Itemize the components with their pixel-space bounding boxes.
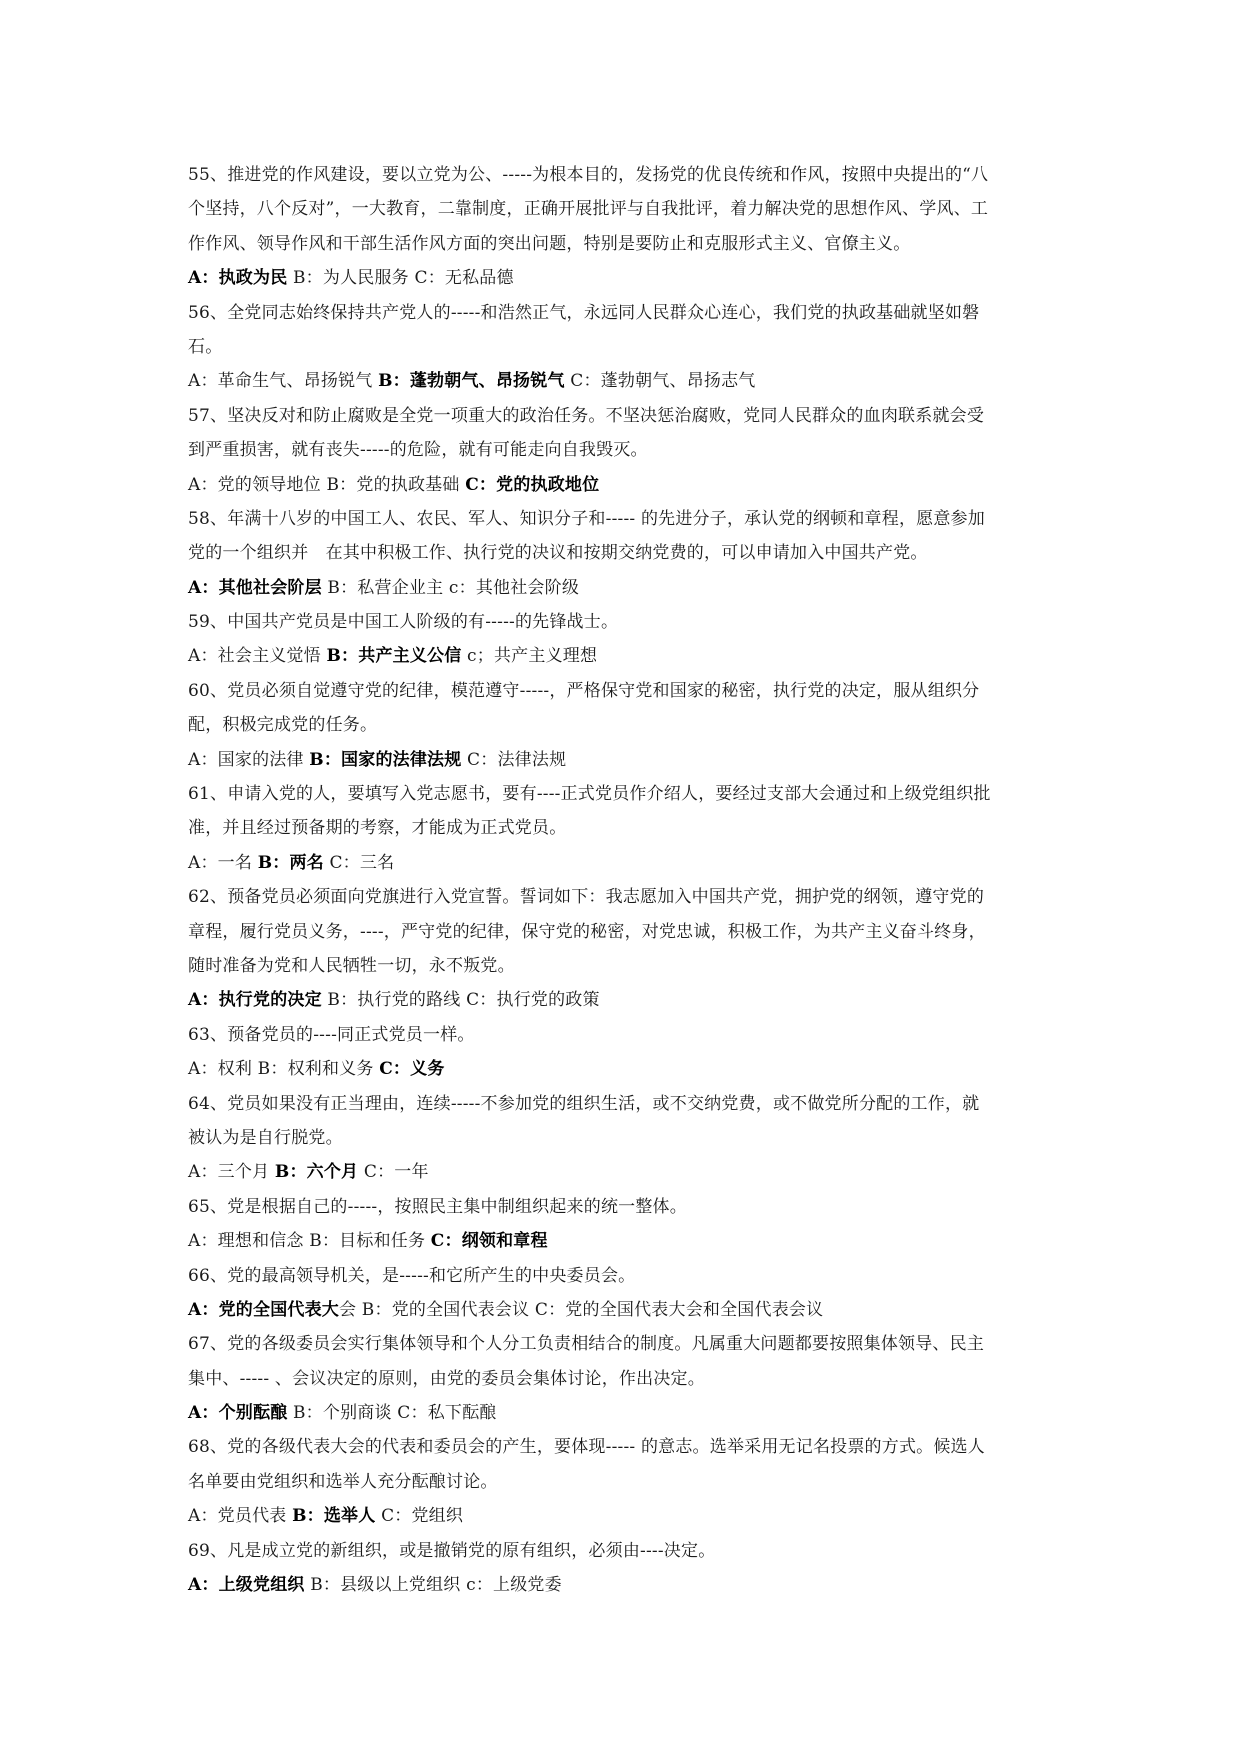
- text-line: [188, 639, 1060, 673]
- text-segment: 名单要由党组织和选举人充分酝酿讨论。: [188, 1471, 498, 1492]
- text-line: [188, 1568, 1060, 1602]
- text-segment: 66、党的最高领导机关，是-----和它所产生的中央委员会。: [188, 1265, 636, 1286]
- text-line: [188, 261, 1060, 295]
- text-segment: A：党的领导地位 B：党的执政基础: [188, 474, 466, 495]
- text-line: [188, 811, 1060, 845]
- text-segment: A：国家的法律: [188, 749, 310, 770]
- text-segment: A：社会主义觉悟: [188, 646, 327, 667]
- text-segment: 59、中国共产党员是中国工人阶级的有-----的先锋战士。: [188, 612, 619, 633]
- text-segment: 63、预备党员的----同正式党员一样。: [188, 1024, 475, 1045]
- answer-text: A：个别酝酿: [188, 1403, 288, 1424]
- answer-text: A：执行党的决定: [188, 990, 322, 1011]
- text-line: [188, 708, 1060, 742]
- text-segment: 55、推进党的作风建设，要以立党为公、-----为根本目的，发扬党的优良传统和作风，按照中央提出的“八: [188, 165, 989, 185]
- answer-text: C：义务: [379, 1059, 445, 1080]
- text-segment: C：党组织: [375, 1506, 464, 1527]
- text-line: [188, 983, 1060, 1017]
- text-line: [188, 296, 1060, 330]
- text-segment: 石。: [188, 336, 223, 357]
- text-line: [188, 1327, 1060, 1361]
- text-segment: B：县级以上党组织 c：上级党委: [304, 1575, 562, 1596]
- answer-text: B：六个月: [274, 1162, 359, 1183]
- text-segment: 67、党的各级委员会实行集体领导和个人分工负责相结合的制度。凡属重大问题都要按照集体领导、民主: [188, 1334, 985, 1355]
- text-segment: A：革命生气、昂扬锐气: [188, 371, 379, 392]
- text-line: [188, 192, 1060, 226]
- text-segment: C：三名: [323, 852, 395, 873]
- text-line: [188, 915, 1060, 949]
- text-segment: A：党员代表: [188, 1506, 293, 1527]
- text-segment: 章程，履行党员义务，----，严守党的纪律，保守党的秘密，对党忠诚，积极工作，为共产主义奋斗终身，: [188, 921, 986, 942]
- text-line: [188, 1052, 1060, 1086]
- text-segment: 集中、----- 、会议决定的原则，由党的委员会集体讨论，作出决定。: [188, 1368, 705, 1389]
- text-segment: 57、坚决反对和防止腐败是全党一项重大的政治任务。不坚决惩治腐败，党同人民群众的血肉联系就会受: [188, 405, 985, 426]
- answer-text: A：上级党组织: [188, 1575, 305, 1596]
- text-segment: 作作风、领导作风和干部生活作风方面的突出问题，特别是要防止和克服形式主义、官僚主义。: [188, 233, 911, 254]
- text-segment: 党的一个组织并 在其中积极工作、执行党的决议和按期交纳党费的，可以申请加入中国共产党。: [188, 543, 928, 564]
- text-segment: B：为人民服务 C：无私品德: [287, 268, 514, 289]
- text-line: [188, 1018, 1060, 1052]
- text-line: [188, 1396, 1060, 1430]
- text-segment: A：理想和信念 B：目标和任务: [188, 1231, 431, 1252]
- text-line: [188, 605, 1060, 639]
- text-line: [188, 846, 1060, 880]
- text-segment: 56、全党同志始终保持共产党人的-----和浩然正气，永远同人民群众心连心，我们党的执政基础就坚如磐: [188, 302, 980, 323]
- text-line: [188, 1121, 1060, 1155]
- text-line: [188, 227, 1060, 261]
- text-segment: 准，并且经过预备期的考察，才能成为正式党员。: [188, 818, 567, 839]
- text-line: [188, 880, 1060, 914]
- text-line: [188, 364, 1060, 398]
- text-segment: 个坚持，八个反对”，一大教育，二靠制度，正确开展批评与自我批评，着力解决党的思想作风、学风、工: [188, 199, 989, 220]
- text-segment: B：执行党的路线 C：执行党的政策: [321, 990, 600, 1011]
- text-segment: 随时准备为党和人民牺牲一切，永不叛党。: [188, 955, 515, 976]
- text-line: [188, 1087, 1060, 1121]
- answer-text: B：选举人: [292, 1506, 376, 1527]
- text-segment: 被认为是自行脱党。: [188, 1127, 343, 1148]
- answer-text: B：两名: [257, 852, 324, 873]
- text-line: [188, 502, 1060, 536]
- text-line: [188, 1362, 1060, 1396]
- text-segment: 58、年满十八岁的中国工人、农民、军人、知识分子和----- 的先进分子，承认党的纲顿和章程，愿意参加: [188, 508, 985, 529]
- text-segment: 64、党员如果没有正当理由，连续-----不参加党的组织生活，或不交纳党费，或不做党所分配的工作，就: [188, 1093, 980, 1114]
- answer-text: B：国家的法律法规: [309, 749, 462, 770]
- text-line: [188, 1430, 1060, 1464]
- text-line: [188, 1534, 1060, 1568]
- answer-text: A：党的全国代表大: [188, 1299, 339, 1320]
- text-line: [188, 468, 1060, 502]
- answer-text: C：纲领和章程: [430, 1231, 548, 1252]
- text-line: [188, 1190, 1060, 1224]
- text-segment: C：蓬勃朝气、昂扬志气: [564, 371, 756, 392]
- text-segment: B：私营企业主 c：其他社会阶级: [321, 577, 580, 598]
- text-segment: 68、党的各级代表大会的代表和委员会的产生，要体现----- 的意志。选举采用无记名投票的方式。候选人: [188, 1437, 985, 1458]
- text-line: [188, 1465, 1060, 1499]
- text-line: [188, 399, 1060, 433]
- text-line: [188, 536, 1060, 570]
- text-segment: 60、党员必须自觉遵守党的纪律，模范遵守-----，严格保守党和国家的秘密，执行党的决定，服从组织分: [188, 680, 980, 701]
- text-segment: 65、党是根据自己的-----，按照民主集中制组织起来的统一整体。: [188, 1196, 687, 1217]
- text-line: [188, 1293, 1060, 1327]
- text-segment: B：个别商谈 C：私下酝酿: [287, 1403, 497, 1424]
- answer-text: A：其他社会阶层: [188, 577, 322, 598]
- text-line: [188, 1224, 1060, 1258]
- text-segment: A：三个月: [188, 1162, 275, 1183]
- text-line: [188, 330, 1060, 364]
- text-segment: 配，积极完成党的任务。: [188, 715, 378, 736]
- text-line: [188, 743, 1060, 777]
- text-line: [188, 1499, 1060, 1533]
- text-line: [188, 433, 1060, 467]
- answer-text: A：执政为民: [188, 268, 288, 289]
- answer-text: B：蓬勃朝气、昂扬锐气: [378, 371, 565, 392]
- text-segment: A：一名: [188, 852, 258, 873]
- text-segment: C：一年: [358, 1162, 429, 1183]
- text-segment: 到严重损害，就有丧失-----的危险，就有可能走向自我毁灭。: [188, 440, 648, 461]
- text-line: [188, 949, 1060, 983]
- text-segment: 69、凡是成立党的新组织，或是撤销党的原有组织，必须由----决定。: [188, 1540, 716, 1561]
- text-segment: 61、申请入党的人，要填写入党志愿书，要有----正式党员作介绍人，要经过支部大会通过和上级党组织批: [188, 784, 991, 805]
- document-body: [188, 158, 1060, 1602]
- text-line: [188, 777, 1060, 811]
- text-segment: 62、预备党员必须面向党旗进行入党宣誓。誓词如下：我志愿加入中国共产党，拥护党的纲领，遵守党的: [188, 887, 985, 908]
- text-segment: A：权利 B：权利和义务: [188, 1059, 380, 1080]
- text-line: [188, 1259, 1060, 1293]
- answer-text: C：党的执政地位: [465, 474, 600, 495]
- text-segment: C：法律法规: [461, 749, 567, 770]
- answer-text: B：共产主义公信: [326, 646, 462, 667]
- text-line: [188, 1155, 1060, 1189]
- text-segment: 会 B：党的全国代表会议 C：党的全国代表大会和全国代表会议: [339, 1299, 824, 1320]
- text-line: [188, 571, 1060, 605]
- text-line: [188, 674, 1060, 708]
- text-line: [188, 158, 1060, 192]
- text-segment: c；共产主义理想: [461, 646, 598, 667]
